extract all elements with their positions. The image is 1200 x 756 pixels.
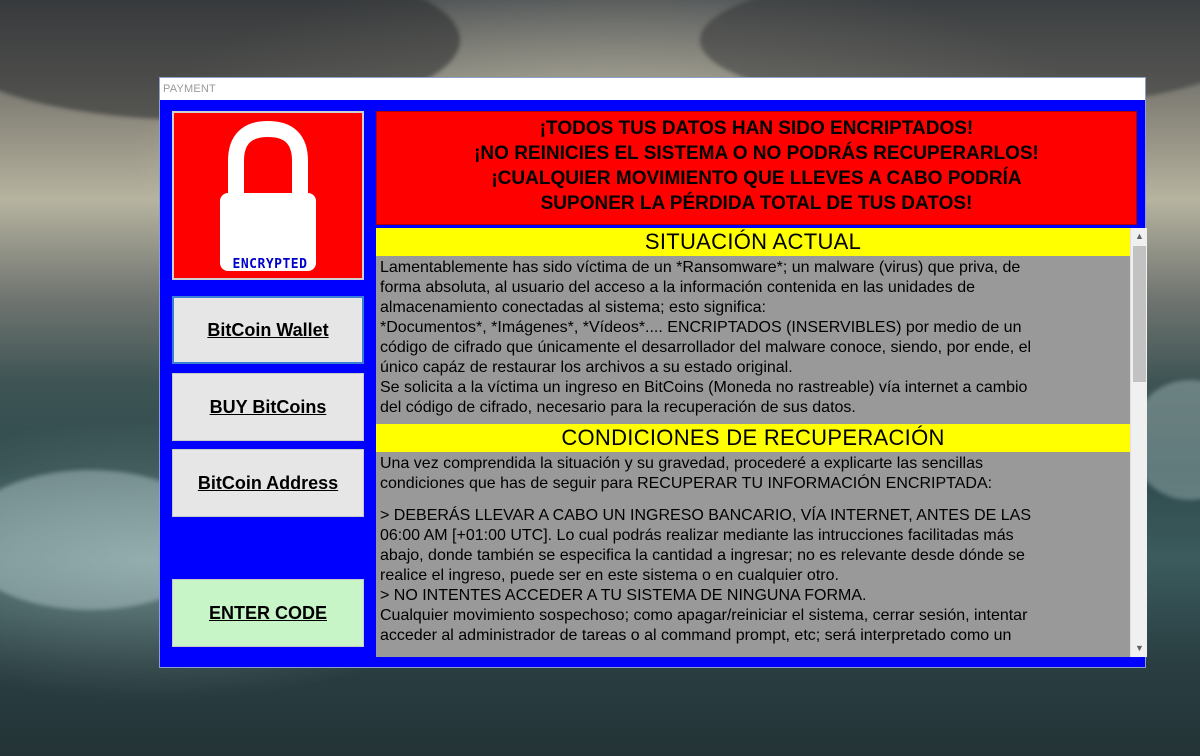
text-line: realice el ingreso, puede ser en este sistema o en cualquier otro. (380, 567, 839, 584)
situation-heading: SITUACIÓN ACTUAL (376, 228, 1130, 256)
text-line: condiciones que has de seguir para RECUPERAR TU INFORMACIÓN ENCRIPTADA: (380, 475, 993, 492)
lock-image (172, 111, 364, 280)
text-line: > DEBERÁS LLEVAR A CABO UN INGRESO BANCARIO, VÍA INTERNET, ANTES DE LAS (380, 507, 1032, 524)
warning-line: SUPONER LA PÉRDIDA TOTAL DE TUS DATOS! (540, 193, 973, 214)
conditions-heading: CONDICIONES DE RECUPERACIÓN (376, 424, 1130, 452)
message-text-area[interactable] (376, 228, 1130, 657)
bitcoin-address-button[interactable]: BitCoin Address (172, 449, 364, 517)
text-line: abajo, donde también se especifica la cantidad a ingresar; no es relevante desde dónde se (380, 547, 1025, 564)
text-line: acceder al administrador de tareas o al command prompt, etc; será interpretado como un (380, 627, 1012, 644)
lock-label: ENCRYPTED (232, 257, 308, 272)
text-line: del código de cifrado, necesario para la recuperación de sus datos. (380, 399, 856, 416)
payment-window (159, 77, 1146, 668)
enter-code-button[interactable]: ENTER CODE (172, 579, 364, 647)
scroll-up-icon[interactable]: ▲ (1135, 231, 1144, 241)
padlock-icon (174, 113, 362, 278)
warning-line: ¡TODOS TUS DATOS HAN SIDO ENCRIPTADOS! (539, 118, 974, 139)
text-line: *Documentos*, *Imágenes*, *Vídeos*.... ENCRIPTADOS (INSERVIBLES) por medio de un (380, 319, 1022, 336)
vertical-scrollbar[interactable] (1130, 228, 1147, 657)
scroll-down-icon[interactable]: ▼ (1135, 643, 1144, 653)
text-line: forma absoluta, al usuario del acceso a la información contenida en las unidades de (380, 279, 976, 296)
warning-line: ¡CUALQUIER MOVIMIENTO QUE LLEVES A CABO PODRÍA (491, 168, 1022, 189)
bitcoin-wallet-button[interactable]: BitCoin Wallet (172, 296, 364, 364)
warning-line: ¡NO REINICIES EL SISTEMA O NO PODRÁS RECUPERARLOS! (474, 143, 1039, 164)
text-line: 06:00 AM [+01:00 UTC]. Lo cual podrás realizar mediante las intrucciones facilitadas más (380, 527, 1014, 544)
text-line: código de cifrado que únicamente el desarrollador del malware conoce, siendo, por ende, el (380, 339, 1032, 356)
window-title[interactable]: PAYMENT (160, 78, 1145, 100)
text-line: único capáz de restaurar los archivos a su estado original. (380, 359, 793, 376)
text-line: Lamentablemente has sido víctima de un *Ransomware*; un malware (virus) que priva, de (380, 259, 1021, 276)
text-line: > NO INTENTES ACCEDER A TU SISTEMA DE NINGUNA FORMA. (380, 587, 867, 604)
buy-bitcoins-button[interactable]: BUY BitCoins (172, 373, 364, 441)
text-line: Se solicita a la víctima un ingreso en BitCoins (Moneda no rastreable) vía internet a cambio (380, 379, 1028, 396)
text-line: Una vez comprendida la situación y su gravedad, procederé a explicarte las sencillas (380, 455, 983, 472)
conditions-text (376, 452, 1130, 652)
text-line: Cualquier movimiento sospechoso; como apagar/reiniciar el sistema, cerrar sesión, intentar (380, 607, 1028, 624)
paragraph-gap (380, 494, 1124, 506)
warning-banner (376, 111, 1137, 225)
text-line: almacenamiento conectadas al sistema; esto significa: (380, 299, 766, 316)
situation-text (376, 256, 1130, 424)
scroll-thumb[interactable] (1133, 246, 1146, 382)
